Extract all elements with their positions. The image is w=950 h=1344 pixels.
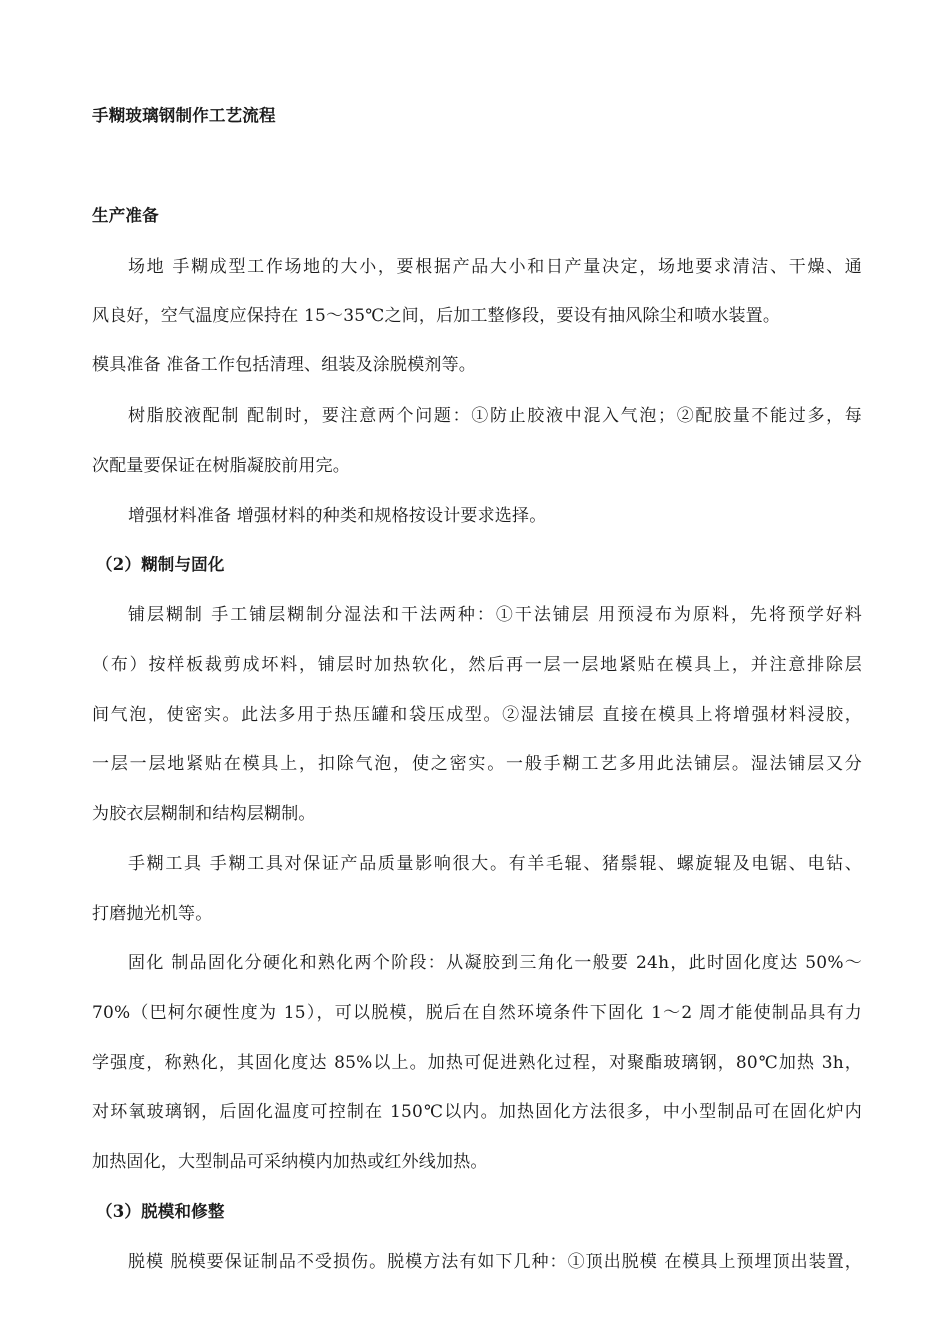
paragraph-line: 脱模 脱模要保证制品不受损伤。脱模方法有如下几种：①顶出脱模 在模具上预埋顶出装置， [128,1252,862,1272]
paragraph-line: 为胶衣层糊制和结构层糊制。 [92,804,316,824]
paragraph-line: 加热固化，大型制品可采纳模内加热或红外线加热。 [92,1152,488,1172]
paragraph-line: 对环氧玻璃钢，后固化温度可控制在 150℃以内。加热固化方法很多，中小型制品可在固化炉内 [92,1102,862,1122]
paragraph-line: 场地 手糊成型工作场地的大小，要根据产品大小和日产量决定，场地要求清洁、干燥、通 [128,257,862,277]
paragraph-line: 增强材料准备 增强材料的种类和规格按设计要求选择。 [128,506,547,526]
paragraph-line: （布）按样板裁剪成坏料，铺层时加热软化，然后再一层一层地紧贴在模具上，并注意排除层 [92,655,862,675]
paragraph-line: 次配量要保证在树脂凝胶前用完。 [92,456,350,476]
paragraph-line: 风良好，空气温度应保持在 15～35℃之间，后加工整修段，要设有抽风除尘和喷水装置。 [92,306,781,326]
section-heading-3: （3）脱模和修整 [96,1202,225,1221]
paragraph-line: 手糊工具 手糊工具对保证产品质量影响很大。有羊毛辊、猪鬃辊、螺旋辊及电锯、电钻、 [128,854,862,874]
paragraph-line: 间气泡，使密实。此法多用于热压罐和袋压成型。②湿法铺层 直接在模具上将增强材料浸胶， [92,705,862,725]
paragraph-line: 打磨抛光机等。 [92,904,213,924]
paragraph-line: 一层一层地紧贴在模具上，扣除气泡，使之密实。一般手糊工艺多用此法铺层。湿法铺层又分 [92,754,862,774]
document-title: 手糊玻璃钢制作工艺流程 [92,106,276,125]
paragraph-line: 铺层糊制 手工铺层糊制分湿法和干法两种：①干法铺层 用预浸布为原料，先将预学好料 [128,605,862,625]
paragraph-line: 学强度，称熟化，其固化度达 85%以上。加热可促进熟化过程，对聚酯玻璃钢，80℃加热 3h， [92,1053,862,1073]
paragraph-line: 树脂胶液配制 配制时，要注意两个问题：①防止胶液中混入气泡；②配胶量不能过多，每 [128,406,862,426]
section-heading-prep: 生产准备 [92,206,159,225]
paragraph-line: 固化 制品固化分硬化和熟化两个阶段：从凝胶到三角化一般要 24h，此时固化度达 50%～ [128,953,862,973]
paragraph-line: 模具准备 准备工作包括清理、组装及涂脱模剂等。 [92,355,477,375]
paragraph-line: 70%（巴柯尔硬性度为 15），可以脱模，脱后在自然环境条件下固化 1～2 周才能使制品具有力 [92,1003,862,1023]
section-heading-2: （2）糊制与固化 [96,555,225,574]
